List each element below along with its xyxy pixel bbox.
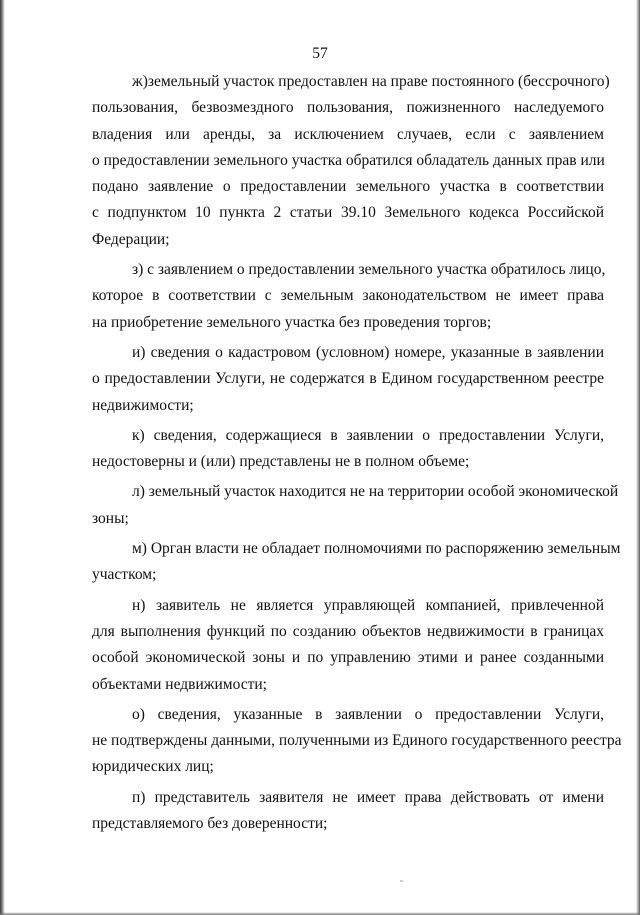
text-line: Федерации; [92, 230, 170, 248]
text-line: о предоставлении Услуги, не содержатся в Едином государственном реестре [92, 370, 604, 388]
text-line: подано заявление о предоставлении земельного участка в соответствии [92, 178, 604, 196]
text-line: особой экономической зоны и по управлению этими и ранее созданными [92, 649, 604, 667]
text-line: юридических лиц; [92, 758, 214, 776]
text-line: к) сведения, содержащиеся в заявлении о предоставлении Услуги, [132, 426, 604, 444]
scan-edge-left [0, 0, 5, 915]
page-number: 57 [312, 45, 328, 62]
text-line: л) земельный участок находится не на территории особой экономической [132, 483, 619, 501]
scan-edge-right [636, 0, 640, 915]
text-line: зоны; [92, 509, 129, 527]
paragraph-n [92, 593, 604, 698]
text-line: на приобретение земельного участка без проведения торгов; [92, 313, 492, 331]
paragraph-z [92, 257, 604, 336]
text-line: с подпунктом 10 пункта 2 статьи 39.10 Земельного кодекса Российской [92, 204, 604, 222]
text-line: о предоставлении земельного участка обратился обладатель данных прав или [92, 151, 605, 169]
document-body [92, 69, 622, 841]
paragraph-m [92, 536, 621, 589]
text-line: и) сведения о кадастровом (условном) номере, указанные в заявлении [132, 343, 604, 361]
text-line: м) Орган власти не обладает полномочиями по распоряжению земельным [132, 540, 621, 558]
paragraph-p [92, 785, 604, 838]
paragraph-o [92, 702, 622, 781]
paragraph-i [92, 340, 604, 419]
text-line: н) заявитель не является управляющей компанией, привлеченной [132, 596, 604, 614]
paragraph-k [92, 423, 604, 476]
text-line: владения или аренды, за исключением случаев, если с заявлением [92, 125, 604, 143]
text-line: не подтверждены данными, полученными из Единого государственного реестра [92, 732, 622, 750]
text-line: для выполнения функций по созданию объектов недвижимости в границах [92, 622, 604, 640]
text-line: которое в соответствии с земельным законодательством не имеет права [92, 287, 604, 305]
text-line: п) представитель заявителя не имеет права действовать от имени [132, 788, 604, 806]
text-line: представляемого без доверенности; [92, 815, 328, 833]
text-line: недостоверны и (или) представлены не в полном объеме; [92, 453, 470, 471]
paragraph-zh [92, 69, 610, 253]
scan-speck [400, 880, 403, 882]
paragraph-l [92, 479, 619, 532]
text-line: участком; [92, 566, 157, 584]
text-line: пользования, безвозмездного пользования, пожизненного наследуемого [92, 99, 604, 117]
text-line: з) с заявлением о предоставлении земельного участка обратилось лицо, [132, 261, 606, 279]
text-line: ж)земельный участок предоставлен на праве постоянного (бессрочного) [132, 73, 610, 90]
text-line: о) сведения, указанные в заявлении о предоставлении Услуги, [132, 705, 604, 723]
text-line: объектами недвижимости; [92, 675, 267, 693]
text-line: недвижимости; [92, 396, 194, 414]
